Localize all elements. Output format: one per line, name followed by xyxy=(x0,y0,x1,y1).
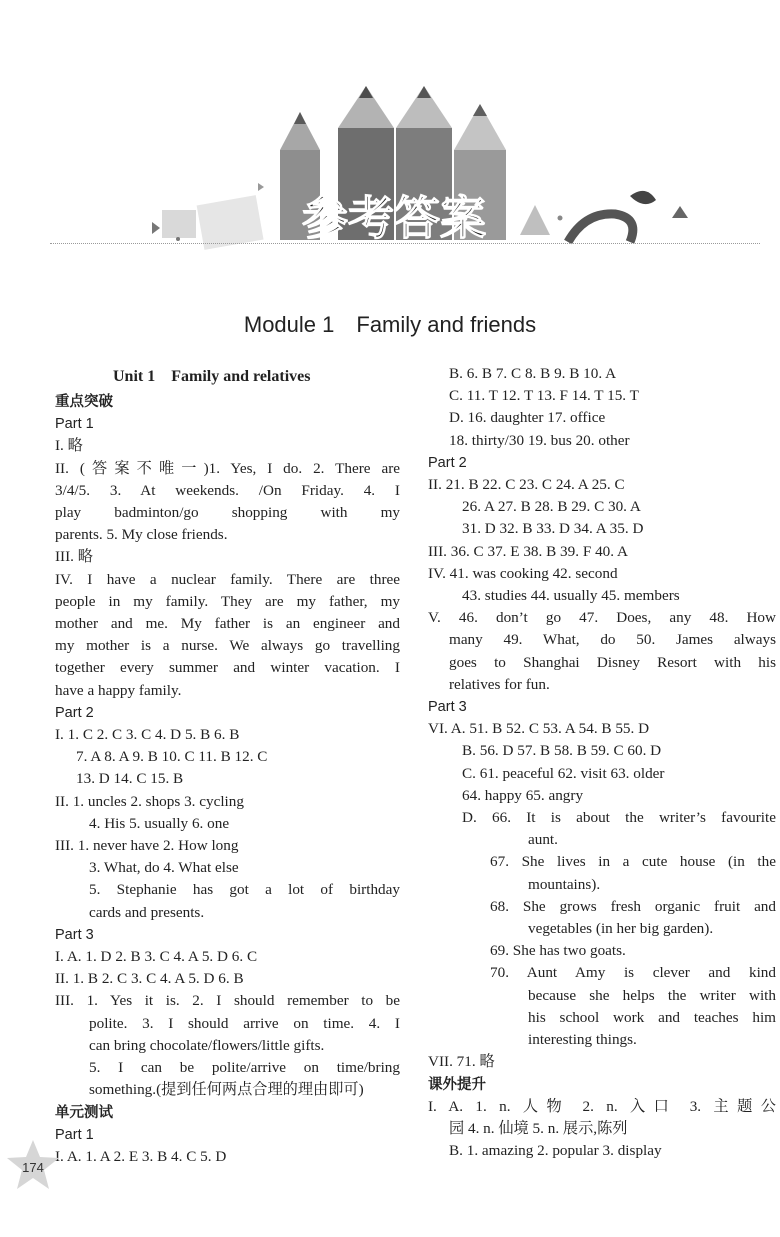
right-answer-line: D. 16. daughter 17. office xyxy=(449,409,606,427)
left-answer-line: 单元测试 xyxy=(55,1104,113,1121)
right-answer-line: V. 46. don’t go 47. Does, any 48. How xyxy=(428,609,776,627)
module-title: Module 1 Family and friends xyxy=(243,312,537,337)
right-answer-line: his school work and teaches him xyxy=(528,1008,776,1026)
right-answer-line: 43. studies 44. usually 45. members xyxy=(462,587,680,605)
left-answer-line: parents. 5. My close friends. xyxy=(55,526,228,544)
left-answer-line: polite. 3. I should arrive on time. 4. I xyxy=(89,1014,400,1032)
left-answer-line: Part 1 xyxy=(55,1126,94,1143)
right-answer-line: relatives for fun. xyxy=(449,675,550,693)
left-answer-line: something.(提到任何两点合理的理由即可) xyxy=(89,1081,364,1099)
left-answer-line: Unit 1 Family and relatives xyxy=(113,368,311,385)
right-answer-line: many 49. What, do 50. James always xyxy=(449,631,776,649)
right-answer-line: III. 36. C 37. E 38. B 39. F 40. A xyxy=(428,542,628,560)
left-answer-line: play badminton/go shopping with my xyxy=(55,504,400,522)
left-answer-line: 4. His 5. usually 6. one xyxy=(89,814,230,832)
left-answer-line: my mother is a nurse. We always go travelling xyxy=(55,637,400,655)
right-answer-line: B. 1. amazing 2. popular 3. display xyxy=(449,1142,662,1160)
right-answer-line: B. 6. B 7. C 8. B 9. B 10. A xyxy=(449,365,617,382)
right-answer-line: D. 66. It is about the writer’s favourite xyxy=(462,809,776,827)
right-answer-line: 68. She grows fresh organic fruit and xyxy=(490,897,776,915)
answer-column-left xyxy=(55,363,400,1168)
left-answer-line: can bring chocolate/flowers/little gifts. xyxy=(89,1036,325,1054)
right-answer-line: Part 3 xyxy=(428,699,467,716)
right-answer-line: C. 61. peaceful 62. visit 63. older xyxy=(462,764,665,782)
banner-divider xyxy=(50,243,760,244)
left-answer-line: I. 1. C 2. C 3. C 4. D 5. B 6. B xyxy=(55,726,240,744)
right-answer-line: II. 21. B 22. C 23. C 24. A 25. C xyxy=(428,476,625,494)
left-answer-line: 3/4/5. 3. At weekends. /On Friday. 4. I xyxy=(55,481,400,499)
right-answer-line: B. 56. D 57. B 58. B 59. C 60. D xyxy=(462,742,662,760)
left-answer-line: Part 1 xyxy=(55,416,94,433)
right-answer-line: VII. 71. 略 xyxy=(428,1053,495,1071)
left-answer-line: III. 1. Yes it is. 2. I should remember to be xyxy=(55,992,400,1010)
left-answer-line: I. 略 xyxy=(55,437,83,455)
answer-column-right xyxy=(428,363,776,1162)
left-answer-line: 5. Stephanie has got a lot of birthday xyxy=(89,881,400,899)
right-answer-line: 64. happy 65. angry xyxy=(462,786,584,804)
left-answer-line: 重点突破 xyxy=(55,394,113,410)
right-answer-line: I. A. 1. n. 人物 2. n. 入口 3. 主题公 xyxy=(428,1097,776,1115)
right-answer-line: aunt. xyxy=(528,831,558,849)
right-answer-line: 26. A 27. B 28. B 29. C 30. A xyxy=(462,498,641,516)
left-answer-line: Part 3 xyxy=(55,926,94,943)
left-answer-line: 3. What, do 4. What else xyxy=(89,859,239,877)
right-answer-line: vegetables (in her big garden). xyxy=(528,920,714,938)
left-answer-line: III. 1. never have 2. How long xyxy=(55,837,239,855)
right-answer-line: 70. Aunt Amy is clever and kind xyxy=(490,964,776,982)
left-answer-line: people in my family. They are my father, my xyxy=(55,592,400,610)
right-answer-line: because she helps the writer with xyxy=(528,986,776,1004)
left-answer-line: I. A. 1. A 2. E 3. B 4. C 5. D xyxy=(55,1147,227,1165)
right-answer-line: 31. D 32. B 33. D 34. A 35. D xyxy=(462,520,644,538)
left-answer-line: cards and presents. xyxy=(89,903,205,921)
left-answer-line: II. 1. uncles 2. shops 3. cycling xyxy=(55,792,244,810)
left-answer-line: have a happy family. xyxy=(55,681,182,699)
right-answer-line: 园 4. n. 仙境 5. n. 展示,陈列 xyxy=(449,1119,628,1137)
title-banner xyxy=(0,0,780,250)
right-answer-line: 69. She has two goats. xyxy=(490,942,626,960)
left-answer-line: IV. I have a nuclear family. There are three xyxy=(55,570,400,588)
right-answer-line: 67. She lives in a cute house (in the xyxy=(490,853,776,871)
left-answer-line: 7. A 8. A 9. B 10. C 11. B 12. C xyxy=(76,748,268,766)
left-answer-line: 5. I can be polite/arrive on time/bring xyxy=(89,1059,400,1077)
right-answer-line: IV. 41. was cooking 42. second xyxy=(428,564,618,582)
left-answer-line: II. (答案不唯一)1. Yes, I do. 2. There are xyxy=(55,459,400,477)
left-answer-line: I. A. 1. D 2. B 3. C 4. A 5. D 6. C xyxy=(55,948,258,966)
page-number: 174 xyxy=(22,1160,44,1175)
right-answer-line: mountains). xyxy=(528,875,601,893)
right-answer-line: C. 11. T 12. T 13. F 14. T 15. T xyxy=(449,387,639,405)
right-answer-line: goes to Shanghai Disney Resort with his xyxy=(449,653,776,671)
right-answer-line: interesting things. xyxy=(528,1031,637,1049)
left-answer-line: together every summer and winter vacation. I xyxy=(55,659,400,677)
right-answer-line: 课外提升 xyxy=(428,1076,486,1093)
left-answer-line: II. 1. B 2. C 3. C 4. A 5. D 6. B xyxy=(55,970,244,988)
left-answer-line: mother and me. My father is an engineer and xyxy=(55,615,400,633)
left-answer-line: Part 2 xyxy=(55,704,94,721)
right-answer-line: 18. thirty/30 19. bus 20. other xyxy=(449,431,630,449)
banner-title: 参考答案 xyxy=(302,191,486,245)
right-answer-line: Part 2 xyxy=(428,454,467,471)
left-answer-line: 13. D 14. C 15. B xyxy=(76,770,184,788)
left-answer-line: III. 略 xyxy=(55,548,93,566)
right-answer-line: VI. A. 51. B 52. C 53. A 54. B 55. D xyxy=(428,720,650,738)
